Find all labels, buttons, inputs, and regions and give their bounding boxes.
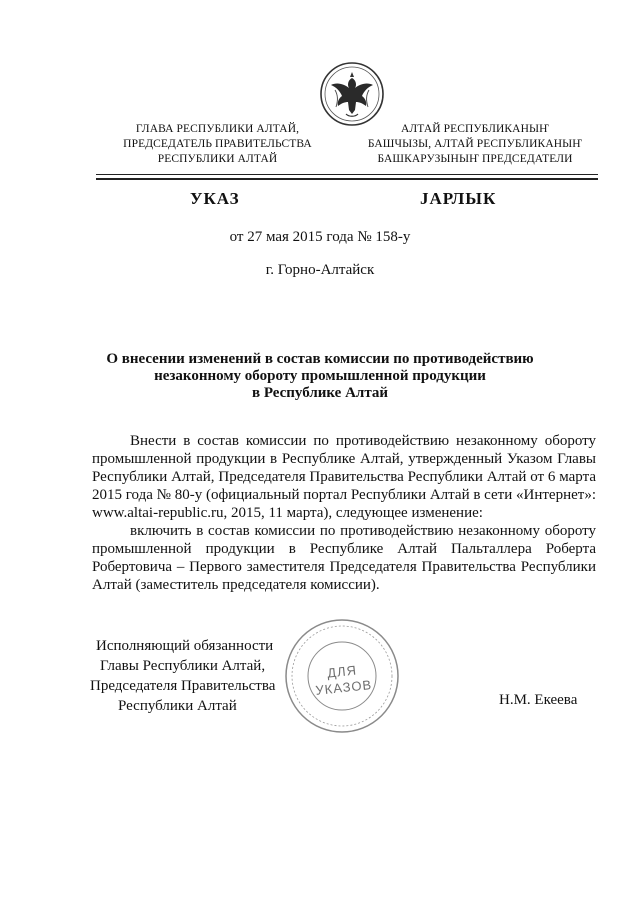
doc-type-right: JАРЛЫК <box>420 189 497 208</box>
signatory-line: Председателя Правительства <box>90 678 276 694</box>
signatory-title <box>88 636 275 716</box>
header-left-line: РЕСПУБЛИКИ АЛТАЙ <box>157 153 278 165</box>
stamp-line: ДЛЯ <box>326 662 358 681</box>
altai-eagle-emblem-icon <box>318 60 386 128</box>
body-paragraph-1: Внести в состав комиссии по противодействию незаконному обороту промышленной продукции в Республике Алтай, утвержденный Указом Главы Республики Алтай, Председателя Правительства Республики Алтай от 6 марта 2015 года № 80-у (официальный портал Республики Алтай в сети «Интернет»: www.altai-republic.ru, 2015, 11 марта), следующее изменение: <box>92 433 596 521</box>
header-right-line: БАШКАРУЗЫНЫҤ ПРЕДСЕДАТЕЛИ <box>377 153 573 165</box>
signatory-line: Исполняющий обязанности <box>96 638 274 654</box>
body-paragraph-2: включить в состав комиссии по противодействию незаконному обороту промышленной продукции в Республике Алтай Пальталлера Роберта Робертовича – Первого заместителя Председателя Правительства Республики Алтай (заместитель председателя комиссии). <box>92 523 596 593</box>
place-line: г. Горно-Алтайск <box>265 262 375 278</box>
title-line: незаконному обороту промышленной продукции <box>154 368 486 384</box>
stamp-line: УКАЗОВ <box>314 677 373 698</box>
document-body <box>92 432 596 594</box>
signatory-name: Н.М. Екеева <box>499 692 578 708</box>
header-left-line: ПРЕДСЕДАТЕЛЬ ПРАВИТЕЛЬСТВА <box>123 138 312 150</box>
header-left-org <box>110 122 325 167</box>
header-right-line: АЛТАЙ РЕСПУБЛИКАНЫҤ <box>401 123 549 135</box>
header-left-line: ГЛАВА РЕСПУБЛИКИ АЛТАЙ, <box>135 123 300 135</box>
header-divider-thin <box>96 174 598 175</box>
doc-type-left: УКАЗ <box>190 189 240 208</box>
title-line: О внесении изменений в состав комиссии по противодействию <box>106 351 534 367</box>
header-right-line: БАШЧЫЗЫ, АЛТАЙ РЕСПУБЛИКАНЫҤ <box>367 138 583 150</box>
date-line: от 27 мая 2015 года № 158-у <box>229 229 411 245</box>
signatory-line: Главы Республики Алтай, <box>100 658 266 674</box>
header-divider-thick <box>96 178 598 180</box>
title-line: в Республике Алтай <box>251 385 389 401</box>
document-title <box>90 351 550 402</box>
signatory-line: Республики Алтай <box>118 698 237 714</box>
header-right-org <box>350 122 600 167</box>
